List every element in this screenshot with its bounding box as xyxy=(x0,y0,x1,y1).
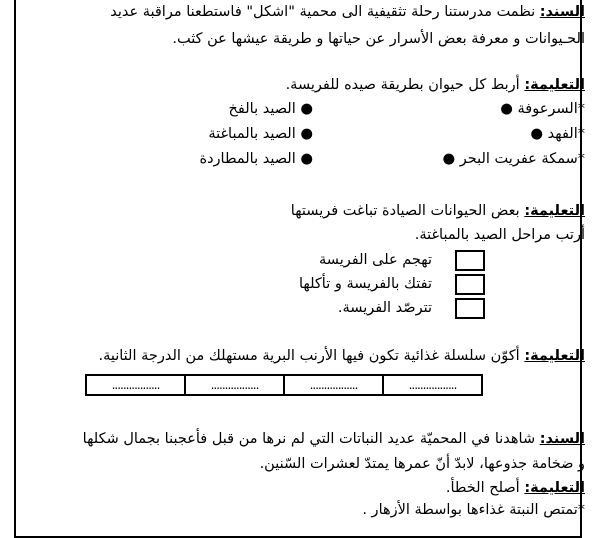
step-order-box[interactable] xyxy=(455,298,485,319)
food-chain-cell[interactable]: ................. xyxy=(87,376,186,394)
step-order-box[interactable] xyxy=(455,274,485,295)
task4-instruction xyxy=(446,478,585,498)
task4-text: أصلح الخطأ. xyxy=(445,480,525,496)
step-order-box[interactable] xyxy=(455,250,485,271)
step-label: تترصّد الفريسة. xyxy=(337,300,432,316)
method-item[interactable]: ● الصيد بالمطاردة xyxy=(199,151,313,167)
food-chain-cell[interactable]: ................. xyxy=(408,378,457,392)
context-label: السند: xyxy=(539,4,585,20)
step-label: تفتك بالفريسة و تأكلها xyxy=(298,276,432,292)
task2-instruction xyxy=(291,201,585,221)
task-label: التعليمة: xyxy=(524,480,585,496)
animal-item[interactable]: *سمكة عفريت البحر ● xyxy=(442,151,585,167)
context-label: السند: xyxy=(539,431,585,447)
context-paragraph-1 xyxy=(110,2,585,22)
animal-item[interactable]: *الفهد ● xyxy=(530,126,585,142)
task2-text: بعض الحيوانات الصيادة تباغت فريستها xyxy=(290,203,525,219)
step-label: تهجم على الفريسة xyxy=(318,252,432,268)
task3-instruction xyxy=(98,346,585,366)
order-instruction: أرتب مراحل الصيد بالمباغتة. xyxy=(414,227,585,243)
task3-text: أكوّن سلسلة غذائية تكون فيها الأرنب البرية مستهلك من الدرجة الثانية. xyxy=(98,348,525,364)
food-chain-cell[interactable]: ................. xyxy=(285,376,384,394)
food-chain-table xyxy=(85,374,483,396)
context-paragraph-2 xyxy=(83,429,585,449)
context-text: نظمت مدرستنا رحلة تثقيفية الى محمية "اشكل" فاستطعنا مراقبة عديد xyxy=(110,4,540,20)
task1-text: أربط كل حيوان بطريقة صيده للفريسة. xyxy=(285,77,525,93)
food-chain-cell[interactable]: ................. xyxy=(186,376,285,394)
task-label: التعليمة: xyxy=(524,203,585,219)
task-label: التعليمة: xyxy=(524,348,585,364)
method-item[interactable]: ● الصيد بالفخ xyxy=(228,101,313,117)
task-label: التعليمة: xyxy=(524,77,585,93)
method-item[interactable]: ● الصيد بالمباغتة xyxy=(208,126,313,142)
animal-item[interactable]: *السرعوفة ● xyxy=(500,101,585,117)
task1-instruction xyxy=(286,75,585,95)
error-statement[interactable]: *تمتص النبتة غذاءها بواسطة الأزهار . xyxy=(362,502,585,518)
context-line-2: الحـيوانات و معرفة بعض الأسرار عن حياتها و طريقة عيشها عن كثب. xyxy=(172,31,585,47)
context-line-2: و ضخامة جذوعها، لابدّ أنّ عمرها يمتدّ لعشرات السّنين. xyxy=(259,456,585,472)
context-text: شاهدنا في المحميّة عديد النباتات التي لم نرها من قبل فأعجبنا بجمال شكلها xyxy=(82,431,540,447)
